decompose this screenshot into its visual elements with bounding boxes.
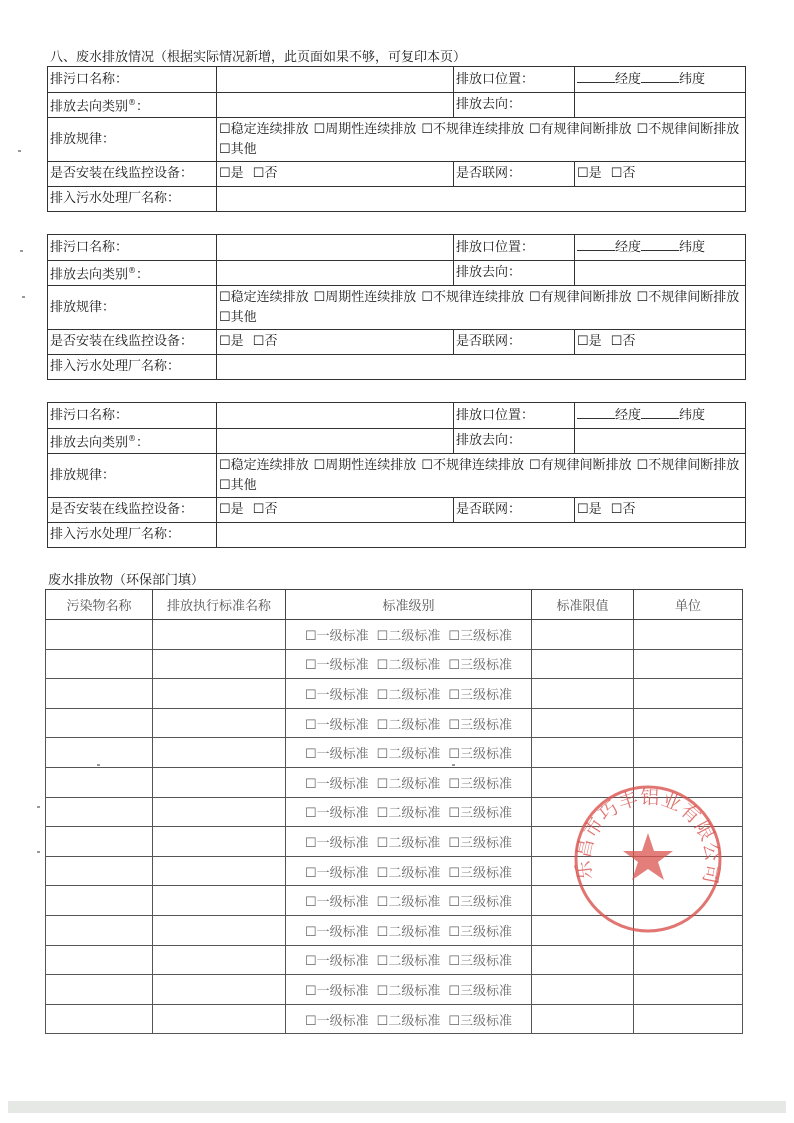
network-options: [575, 162, 746, 187]
monitor-no-checkbox[interactable]: ☐否: [252, 334, 278, 350]
grade-3-checkbox[interactable]: ☐三级标准: [448, 835, 512, 851]
scan-speck: [452, 764, 455, 766]
grade-1-checkbox[interactable]: ☐一级标准: [305, 1013, 369, 1029]
online-monitor-options: [217, 498, 454, 523]
treatment-plant-label: 排入污水处理厂名称：: [48, 355, 217, 380]
grade-1-checkbox[interactable]: ☐一级标准: [305, 895, 369, 911]
discharge-pattern-options: [217, 286, 746, 330]
grade-2-checkbox[interactable]: ☐二级标准: [376, 747, 441, 763]
pattern-checkbox[interactable]: ☐有规律间断排放: [528, 121, 632, 137]
grade-2-checkbox[interactable]: ☐二级标准: [376, 1013, 441, 1029]
table-row: [46, 708, 743, 738]
grade-2-checkbox[interactable]: ☐二级标准: [376, 924, 441, 940]
network-label: 是否联网：: [454, 330, 575, 355]
monitor-yes-checkbox[interactable]: ☐是: [219, 166, 244, 182]
outlet-position-label: 排放口位置：: [454, 235, 575, 261]
outlet-position-field[interactable]: [575, 403, 746, 429]
grade-3-checkbox[interactable]: ☐三级标准: [448, 747, 512, 763]
discharge-pattern-label: 排放规律：: [48, 118, 217, 162]
network-yes-checkbox[interactable]: ☐是: [577, 334, 602, 350]
pattern-checkbox[interactable]: ☐不规律连续排放: [421, 457, 524, 473]
standard-grade-cell: [286, 856, 532, 886]
grade-2-checkbox[interactable]: ☐二级标准: [376, 628, 441, 644]
pollutant-title: 废水排放物（环保部门填）: [48, 573, 205, 588]
pattern-checkbox[interactable]: ☐不规律连续排放: [421, 289, 524, 305]
standard-grade-cell: [286, 827, 532, 857]
scan-speck: [22, 296, 25, 298]
standard-limit-cell[interactable]: [532, 708, 634, 738]
treatment-plant-field[interactable]: [217, 187, 746, 212]
outlet-name-label: 排污口名称：: [48, 235, 217, 261]
grade-3-checkbox[interactable]: ☐三级标准: [448, 628, 512, 644]
treatment-plant-label: 排入污水处理厂名称：: [48, 523, 217, 548]
discharge-category-label: 排放去向类别®：: [48, 261, 217, 286]
pattern-checkbox[interactable]: ☐周期性连续排放: [313, 121, 417, 137]
outlet-table-3: [47, 402, 746, 548]
standard-name-cell[interactable]: [153, 797, 286, 827]
table-row: [46, 975, 743, 1005]
header-pollutant-name: 污染物名称: [46, 590, 153, 620]
network-no-checkbox[interactable]: ☐否: [610, 502, 636, 518]
grade-2-checkbox[interactable]: ☐二级标准: [376, 895, 441, 911]
outlet-table-2: [47, 234, 746, 380]
grade-2-checkbox[interactable]: ☐二级标准: [376, 687, 441, 703]
grade-2-checkbox[interactable]: ☐二级标准: [376, 865, 441, 881]
grade-3-checkbox[interactable]: ☐三级标准: [448, 983, 512, 999]
unit-cell[interactable]: [634, 738, 743, 768]
pollutant-name-cell[interactable]: [46, 620, 153, 650]
network-options: [575, 330, 746, 355]
standard-name-cell[interactable]: [153, 886, 286, 916]
longitude-label: 经度: [615, 407, 642, 423]
monitor-no-checkbox[interactable]: ☐否: [252, 502, 278, 518]
grade-1-checkbox[interactable]: ☐一级标准: [305, 954, 369, 970]
scan-footer-bar: [8, 1101, 786, 1113]
standard-grade-cell: [286, 975, 532, 1005]
standard-limit-cell[interactable]: [532, 945, 634, 975]
grade-3-checkbox[interactable]: ☐三级标准: [448, 895, 512, 911]
standard-name-cell[interactable]: [153, 738, 286, 768]
network-yes-checkbox[interactable]: ☐是: [577, 166, 602, 182]
grade-2-checkbox[interactable]: ☐二级标准: [376, 776, 441, 792]
monitor-no-checkbox[interactable]: ☐否: [252, 166, 278, 182]
treatment-plant-label: 排入污水处理厂名称：: [48, 187, 217, 212]
standard-grade-cell: [286, 1004, 532, 1034]
pattern-checkbox[interactable]: ☐不规律间断排放: [636, 121, 740, 137]
online-monitor-label: 是否安装在线监控设备：: [48, 330, 217, 355]
treatment-plant-field[interactable]: [217, 523, 746, 548]
table-row: [46, 738, 743, 768]
pollutant-name-cell[interactable]: [46, 679, 153, 709]
standard-grade-cell: [286, 649, 532, 679]
grade-2-checkbox[interactable]: ☐二级标准: [376, 835, 441, 851]
pattern-checkbox[interactable]: ☐不规律连续排放: [421, 121, 524, 137]
header-standard-limit: 标准限值: [532, 590, 634, 620]
grade-1-checkbox[interactable]: ☐一级标准: [305, 628, 369, 644]
grade-3-checkbox[interactable]: ☐三级标准: [448, 924, 512, 940]
discharge-category-label: 排放去向类别®：: [48, 429, 217, 454]
standard-limit-cell[interactable]: [532, 738, 634, 768]
pollutant-name-cell[interactable]: [46, 856, 153, 886]
grade-2-checkbox[interactable]: ☐二级标准: [376, 954, 441, 970]
pollutant-name-cell[interactable]: [46, 886, 153, 916]
discharge-category-field[interactable]: [217, 93, 454, 118]
grade-3-checkbox[interactable]: ☐三级标准: [448, 717, 512, 733]
standard-grade-cell: [286, 767, 532, 797]
table-row: [46, 1004, 743, 1034]
network-yes-checkbox[interactable]: ☐是: [577, 502, 602, 518]
table-row: [46, 945, 743, 975]
standard-name-cell[interactable]: [153, 620, 286, 650]
standard-grade-cell: [286, 945, 532, 975]
unit-cell[interactable]: [634, 975, 743, 1005]
standard-limit-cell[interactable]: [532, 649, 634, 679]
discharge-pattern-label: 排放规律：: [48, 454, 217, 498]
discharge-direction-field[interactable]: [575, 93, 746, 118]
standard-grade-cell: [286, 738, 532, 768]
standard-name-cell[interactable]: [153, 649, 286, 679]
section-title: 八、废水排放情况（根据实际情况新增，此页面如果不够，可复印本页）: [50, 50, 467, 65]
unit-cell[interactable]: [634, 649, 743, 679]
discharge-category-field[interactable]: [217, 261, 454, 286]
scan-speck: [37, 806, 40, 808]
outlet-position-label: 排放口位置：: [454, 403, 575, 429]
standard-limit-cell[interactable]: [532, 975, 634, 1005]
grade-1-checkbox[interactable]: ☐一级标准: [305, 747, 369, 763]
online-monitor-options: [217, 162, 454, 187]
discharge-direction-field[interactable]: [575, 261, 746, 286]
pollutant-name-cell[interactable]: [46, 767, 153, 797]
discharge-direction-label: 排放去向：: [454, 261, 575, 286]
table-row: [46, 649, 743, 679]
grade-1-checkbox[interactable]: ☐一级标准: [305, 835, 369, 851]
longitude-label: 经度: [615, 239, 642, 255]
standard-name-cell[interactable]: [153, 975, 286, 1005]
pollutant-name-cell[interactable]: [46, 797, 153, 827]
pollutant-name-cell[interactable]: [46, 708, 153, 738]
standard-name-cell[interactable]: [153, 945, 286, 975]
unit-cell[interactable]: [634, 945, 743, 975]
table-row: [46, 620, 743, 650]
online-monitor-options: [217, 330, 454, 355]
scan-speck: [97, 764, 100, 766]
outlet-position-field[interactable]: [575, 235, 746, 261]
monitor-yes-checkbox[interactable]: ☐是: [219, 502, 244, 518]
standard-name-cell[interactable]: [153, 767, 286, 797]
grade-1-checkbox[interactable]: ☐一级标准: [305, 865, 369, 881]
grade-1-checkbox[interactable]: ☐一级标准: [305, 717, 369, 733]
discharge-category-field[interactable]: [217, 429, 454, 454]
online-monitor-label: 是否安装在线监控设备：: [48, 498, 217, 523]
table-row: [46, 679, 743, 709]
header-unit: 单位: [634, 590, 743, 620]
unit-cell[interactable]: [634, 1004, 743, 1034]
standard-grade-cell: [286, 708, 532, 738]
outlet-name-label: 排污口名称：: [48, 67, 217, 93]
company-seal: [572, 783, 724, 935]
latitude-label: 纬度: [679, 239, 706, 255]
pattern-checkbox[interactable]: ☐有规律间断排放: [528, 289, 632, 305]
pattern-checkbox[interactable]: ☐其他: [219, 477, 257, 493]
outlet-name-label: 排污口名称：: [48, 403, 217, 429]
pattern-checkbox[interactable]: ☐其他: [219, 141, 257, 157]
grade-3-checkbox[interactable]: ☐三级标准: [448, 1013, 512, 1029]
discharge-pattern-options: [217, 454, 746, 498]
longitude-label: 经度: [615, 71, 642, 87]
standard-name-cell[interactable]: [153, 827, 286, 857]
grade-1-checkbox[interactable]: ☐一级标准: [305, 806, 369, 822]
grade-1-checkbox[interactable]: ☐一级标准: [305, 776, 369, 792]
grade-3-checkbox[interactable]: ☐三级标准: [448, 687, 512, 703]
network-no-checkbox[interactable]: ☐否: [610, 334, 636, 350]
grade-2-checkbox[interactable]: ☐二级标准: [376, 983, 441, 999]
standard-grade-cell: [286, 886, 532, 916]
discharge-direction-label: 排放去向：: [454, 93, 575, 118]
pollutant-name-cell[interactable]: [46, 649, 153, 679]
scan-speck: [18, 150, 21, 152]
unit-cell[interactable]: [634, 620, 743, 650]
pollutant-name-cell[interactable]: [46, 915, 153, 945]
pollutant-name-cell[interactable]: [46, 945, 153, 975]
discharge-direction-label: 排放去向：: [454, 429, 575, 454]
pattern-checkbox[interactable]: ☐稳定连续排放: [219, 457, 309, 473]
pollutant-name-cell[interactable]: [46, 1004, 153, 1034]
grade-2-checkbox[interactable]: ☐二级标准: [376, 806, 441, 822]
pattern-checkbox[interactable]: ☐稳定连续排放: [219, 289, 309, 305]
header-standard-grade: 标准级别: [286, 590, 532, 620]
grade-2-checkbox[interactable]: ☐二级标准: [376, 717, 441, 733]
pattern-checkbox[interactable]: ☐不规律间断排放: [636, 457, 740, 473]
outlet-name-field[interactable]: [217, 403, 454, 429]
standard-name-cell[interactable]: [153, 708, 286, 738]
pattern-checkbox[interactable]: ☐其他: [219, 309, 257, 325]
network-no-checkbox[interactable]: ☐否: [610, 166, 636, 182]
standard-name-cell[interactable]: [153, 915, 286, 945]
grade-3-checkbox[interactable]: ☐三级标准: [448, 865, 512, 881]
unit-cell[interactable]: [634, 679, 743, 709]
scan-speck: [37, 851, 40, 853]
standard-grade-cell: [286, 915, 532, 945]
grade-1-checkbox[interactable]: ☐一级标准: [305, 658, 369, 674]
header-standard-name: 排放执行标准名称: [153, 590, 286, 620]
pattern-checkbox[interactable]: ☐周期性连续排放: [313, 457, 417, 473]
grade-3-checkbox[interactable]: ☐三级标准: [448, 776, 512, 792]
standard-name-cell[interactable]: [153, 856, 286, 886]
latitude-label: 纬度: [679, 71, 706, 87]
outlet-name-field[interactable]: [217, 235, 454, 261]
standard-limit-cell[interactable]: [532, 679, 634, 709]
standard-name-cell[interactable]: [153, 1004, 286, 1034]
network-options: [575, 498, 746, 523]
latitude-label: 纬度: [679, 407, 706, 423]
standard-name-cell[interactable]: [153, 679, 286, 709]
grade-1-checkbox[interactable]: ☐一级标准: [305, 687, 369, 703]
discharge-category-label: 排放去向类别®：: [48, 93, 217, 118]
pattern-checkbox[interactable]: ☐有规律间断排放: [528, 457, 632, 473]
online-monitor-label: 是否安装在线监控设备：: [48, 162, 217, 187]
monitor-yes-checkbox[interactable]: ☐是: [219, 334, 244, 350]
standard-grade-cell: [286, 679, 532, 709]
outlet-name-field[interactable]: [217, 67, 454, 93]
outlet-position-label: 排放口位置：: [454, 67, 575, 93]
pattern-checkbox[interactable]: ☐稳定连续排放: [219, 121, 309, 137]
grade-1-checkbox[interactable]: ☐一级标准: [305, 983, 369, 999]
standard-grade-cell: [286, 620, 532, 650]
unit-cell[interactable]: [634, 708, 743, 738]
treatment-plant-field[interactable]: [217, 355, 746, 380]
outlet-position-field[interactable]: [575, 67, 746, 93]
discharge-direction-field[interactable]: [575, 429, 746, 454]
svg-text:乐昌市巧丰铝业有限公司: 乐昌市巧丰铝业有限公司: [572, 786, 724, 887]
pollutant-name-cell[interactable]: [46, 975, 153, 1005]
standard-limit-cell[interactable]: [532, 1004, 634, 1034]
standard-grade-cell: [286, 797, 532, 827]
scan-speck: [20, 250, 23, 252]
grade-3-checkbox[interactable]: ☐三级标准: [448, 658, 512, 674]
grade-3-checkbox[interactable]: ☐三级标准: [448, 806, 512, 822]
standard-limit-cell[interactable]: [532, 620, 634, 650]
pattern-checkbox[interactable]: ☐不规律间断排放: [636, 289, 740, 305]
discharge-pattern-options: [217, 118, 746, 162]
discharge-pattern-label: 排放规律：: [48, 286, 217, 330]
grade-3-checkbox[interactable]: ☐三级标准: [448, 954, 512, 970]
grade-2-checkbox[interactable]: ☐二级标准: [376, 658, 441, 674]
outlet-table-1: [47, 66, 746, 212]
pattern-checkbox[interactable]: ☐周期性连续排放: [313, 289, 417, 305]
network-label: 是否联网：: [454, 162, 575, 187]
pollutant-name-cell[interactable]: [46, 827, 153, 857]
network-label: 是否联网：: [454, 498, 575, 523]
grade-1-checkbox[interactable]: ☐一级标准: [305, 924, 369, 940]
